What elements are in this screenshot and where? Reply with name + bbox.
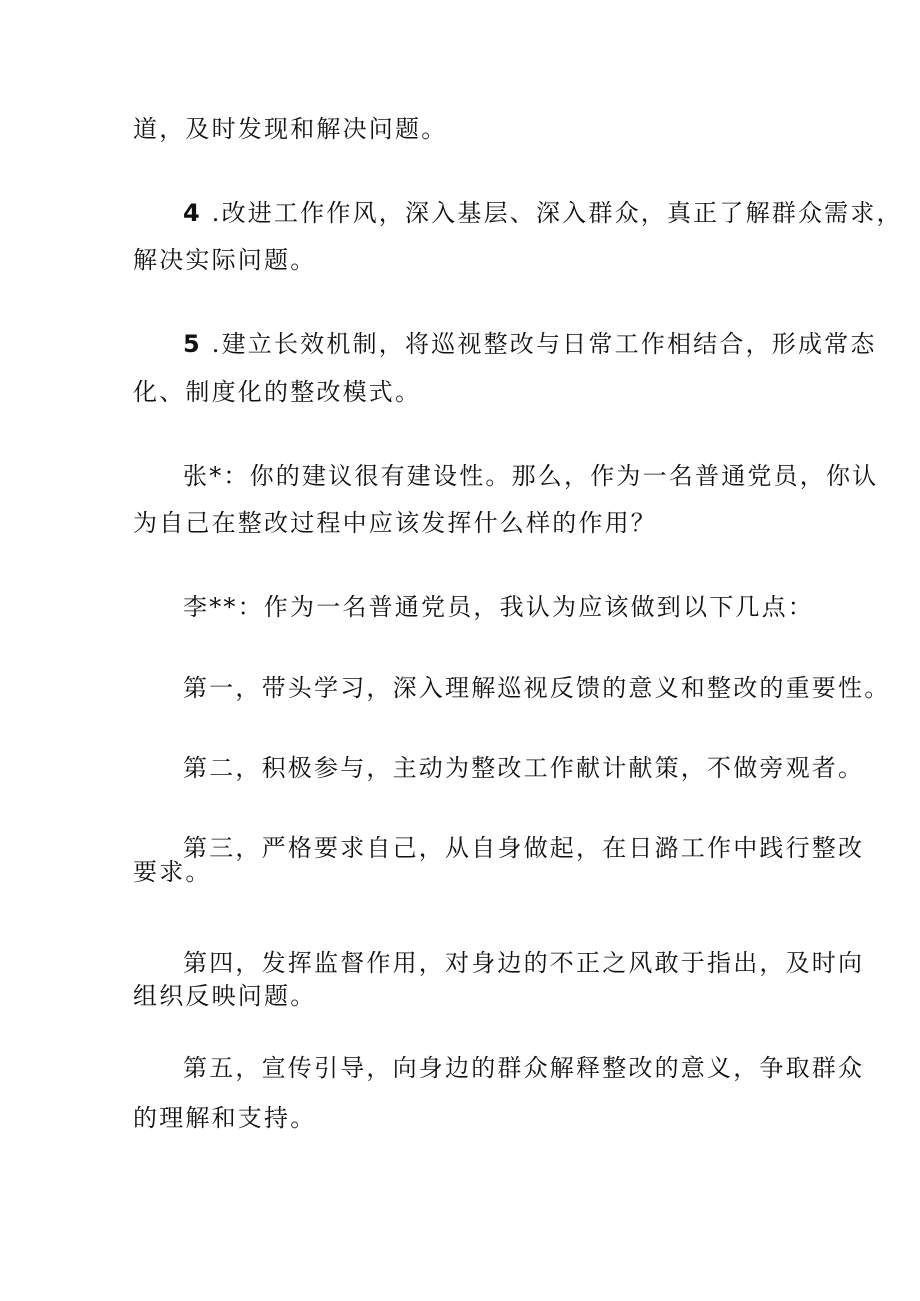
point-4-line-1: 第四，发挥监督作用，对身边的不正之风敢于指出，及时向 bbox=[183, 949, 865, 977]
zhang-question-line-1: 张*：你的建议很有建设性。那么，作为一名普通党员，你认 bbox=[183, 462, 879, 490]
item-4-number: 4 bbox=[183, 199, 202, 227]
point-2-line: 第二，积极参与，主动为整改工作献计献策，不做旁观者。 bbox=[183, 754, 865, 782]
point-5-line-1: 第五，宣传引导，向身边的群众解释整改的意义，争取群众 bbox=[183, 1054, 865, 1082]
item-4-line-2: 解决实际问题。 bbox=[133, 246, 317, 274]
point-4-line-2: 组织反映问题。 bbox=[133, 982, 317, 1010]
item-5-number: 5 bbox=[183, 330, 202, 358]
item-4-line-1 bbox=[183, 197, 903, 229]
zhang-question-line-2: 为自己在整改过程中应该发挥什么样的作用？ bbox=[133, 509, 657, 537]
item-5-text: .建立长效机制，将巡视整改与日常工作相结合，形成常态 bbox=[201, 330, 877, 358]
li-answer-line: 李**：作为一名普通党员，我认为应该做到以下几点： bbox=[183, 593, 814, 621]
point-1-line: 第一，带头学习，深入理解巡视反馈的意义和整改的重要性。 bbox=[183, 674, 891, 702]
item-4-text: .改进工作作风，深入基层、深入群众，真正了解群众需求， bbox=[201, 199, 903, 227]
point-3-line-1: 第三，严格要求自己，从自身做起，在日潞工作中践行整改 bbox=[183, 834, 865, 862]
point-5-line-2: 的理解和支持。 bbox=[133, 1104, 317, 1132]
point-3-line-2: 要求。 bbox=[133, 858, 212, 886]
item-5-line-2: 化、制度化的整改模式。 bbox=[133, 378, 422, 406]
paragraph-continuation-line: 道，及时发现和解决问题。 bbox=[133, 115, 448, 143]
item-5-line-1 bbox=[183, 328, 877, 360]
